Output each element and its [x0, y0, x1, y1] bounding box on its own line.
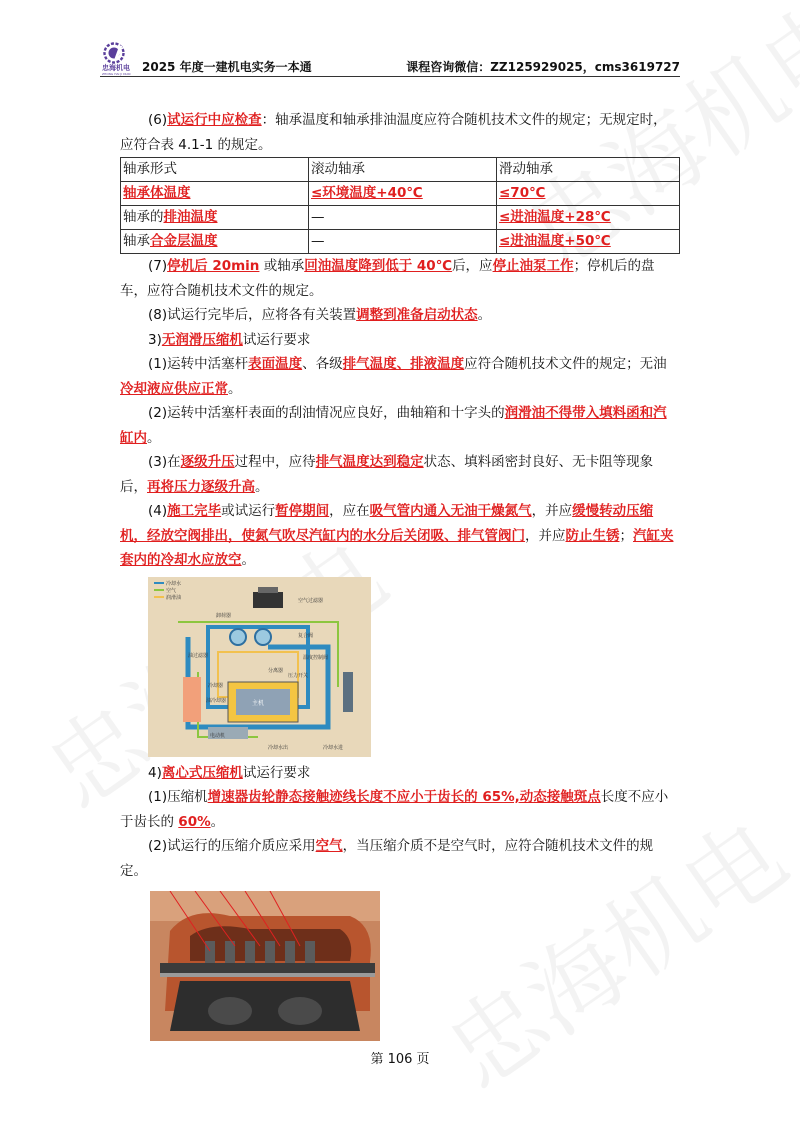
section-3-item-3: (3)在逐级升压过程中，应待排气温度达到稳定状态、填料函密封良好、无卡阻等现象后，再将压力逐级升高。	[120, 454, 654, 495]
table-cell: 轴承的排油温度	[121, 206, 309, 230]
centrifugal-compressor-image	[150, 891, 380, 1041]
compressor-flow-diagram	[148, 577, 371, 757]
flow-diagram-graphic	[148, 577, 371, 757]
section-4-heading: 4)离心式压缩机试运行要求	[148, 764, 311, 781]
svg-text:冷却水: 冷却水	[166, 580, 182, 587]
header-title: 2025 年度一建机电实务一本通	[142, 60, 312, 74]
section-3-heading: 3)无润滑压缩机试运行要求	[148, 331, 311, 348]
svg-text:空气: 空气	[166, 587, 177, 594]
page-number: 第 106 页	[370, 1052, 430, 1067]
section-4-item-2: (2)试运行的压缩介质应采用空气，当压缩介质不是空气时，应符合随机技术文件的规定。	[120, 838, 654, 879]
table-cell: 轴承体温度	[121, 182, 309, 206]
table-cell: ≤进油温度+28℃	[497, 206, 680, 230]
table-row	[121, 182, 680, 206]
table-cell: ≤进油温度+50℃	[497, 230, 680, 254]
svg-text:空气过滤器: 空气过滤器	[298, 597, 324, 604]
svg-text:油过滤器: 油过滤器	[188, 652, 209, 659]
company-logo	[100, 40, 144, 76]
paragraph-6: (6)试运行中应检查：轴承温度和轴承排油温度应符合随机技术文件的规定；无规定时，应符合表 4.1-1 的规定。	[120, 112, 667, 153]
table-row	[121, 206, 680, 230]
bearing-temperature-table	[120, 157, 680, 254]
table-cell: ≤70℃	[497, 182, 680, 206]
svg-text:冷却器: 冷却器	[208, 682, 224, 689]
table-cell: —	[309, 206, 497, 230]
section-3-item-4: (4)施工完毕或试运行暂停期间，应在吸气管内通入无油干燥氮气，并应缓慢转动压缩机，经放空阀排出，使氮气吹尽汽缸内的水分后关闭吸、排气管阀门，并应防止生锈；汽缸夹套内的冷却水应放空。	[120, 503, 674, 568]
table-cell: ≤环境温度+40℃	[309, 182, 497, 206]
table-header-cell: 滚动轴承	[309, 158, 497, 182]
section-3-item-2: (2)运转中活塞杆表面的刮油情况应良好，曲轴箱和十字头的润滑油不得带入填料函和汽缸内。	[120, 405, 667, 446]
svg-text:冷却水进: 冷却水进	[323, 744, 344, 751]
svg-text:分离器: 分离器	[268, 667, 284, 674]
svg-text:ZHONG HAI JI DIAN: ZHONG HAI JI DIAN	[102, 72, 131, 76]
table-header-row	[121, 158, 680, 182]
compressor-cutaway-graphic	[150, 891, 380, 1041]
header-contact: 课程咨询微信：ZZ125929025，cms3619727	[406, 60, 680, 74]
svg-text:复合阀: 复合阀	[298, 632, 314, 639]
svg-text:温度控制阀: 温度控制阀	[303, 654, 329, 661]
section-3-item-1: (1)运转中活塞杆表面温度、各级排气温度、排液温度应符合随机技术文件的规定；无油冷却液应供应正常。	[120, 356, 667, 397]
page-header	[100, 40, 680, 77]
svg-text:电动机: 电动机	[210, 732, 226, 739]
table-row	[121, 230, 680, 254]
paragraph-7: (7)停机后 20min 或轴承回油温度降到低于 40℃后，应停止油泵工作；停机后的盘车，应符合随机技术文件的规定。	[120, 258, 655, 299]
svg-text:卸荷器: 卸荷器	[216, 612, 232, 619]
table-cell: —	[309, 230, 497, 254]
table-header-cell: 轴承形式	[121, 158, 309, 182]
svg-text:润滑油: 润滑油	[166, 594, 182, 601]
paragraph-8: (8)试运行完毕后，应将各有关装置调整到准备启动状态。	[148, 307, 492, 323]
svg-text:油冷却器: 油冷却器	[206, 697, 227, 704]
svg-text:忠海机电: 忠海机电	[102, 64, 130, 72]
table-cell: 轴承合金层温度	[121, 230, 309, 254]
table-header-cell: 滑动轴承	[497, 158, 680, 182]
svg-text:压力开关: 压力开关	[288, 672, 309, 679]
main-content	[120, 108, 680, 1041]
svg-text:主机: 主机	[252, 699, 265, 707]
section-4-item-1: (1)压缩机增速器齿轮静态接触迹线长度不应小于齿长的 65%,动态接触斑点长度不应小于齿长的 60%。	[120, 789, 669, 830]
svg-text:冷却水出: 冷却水出	[268, 744, 289, 751]
